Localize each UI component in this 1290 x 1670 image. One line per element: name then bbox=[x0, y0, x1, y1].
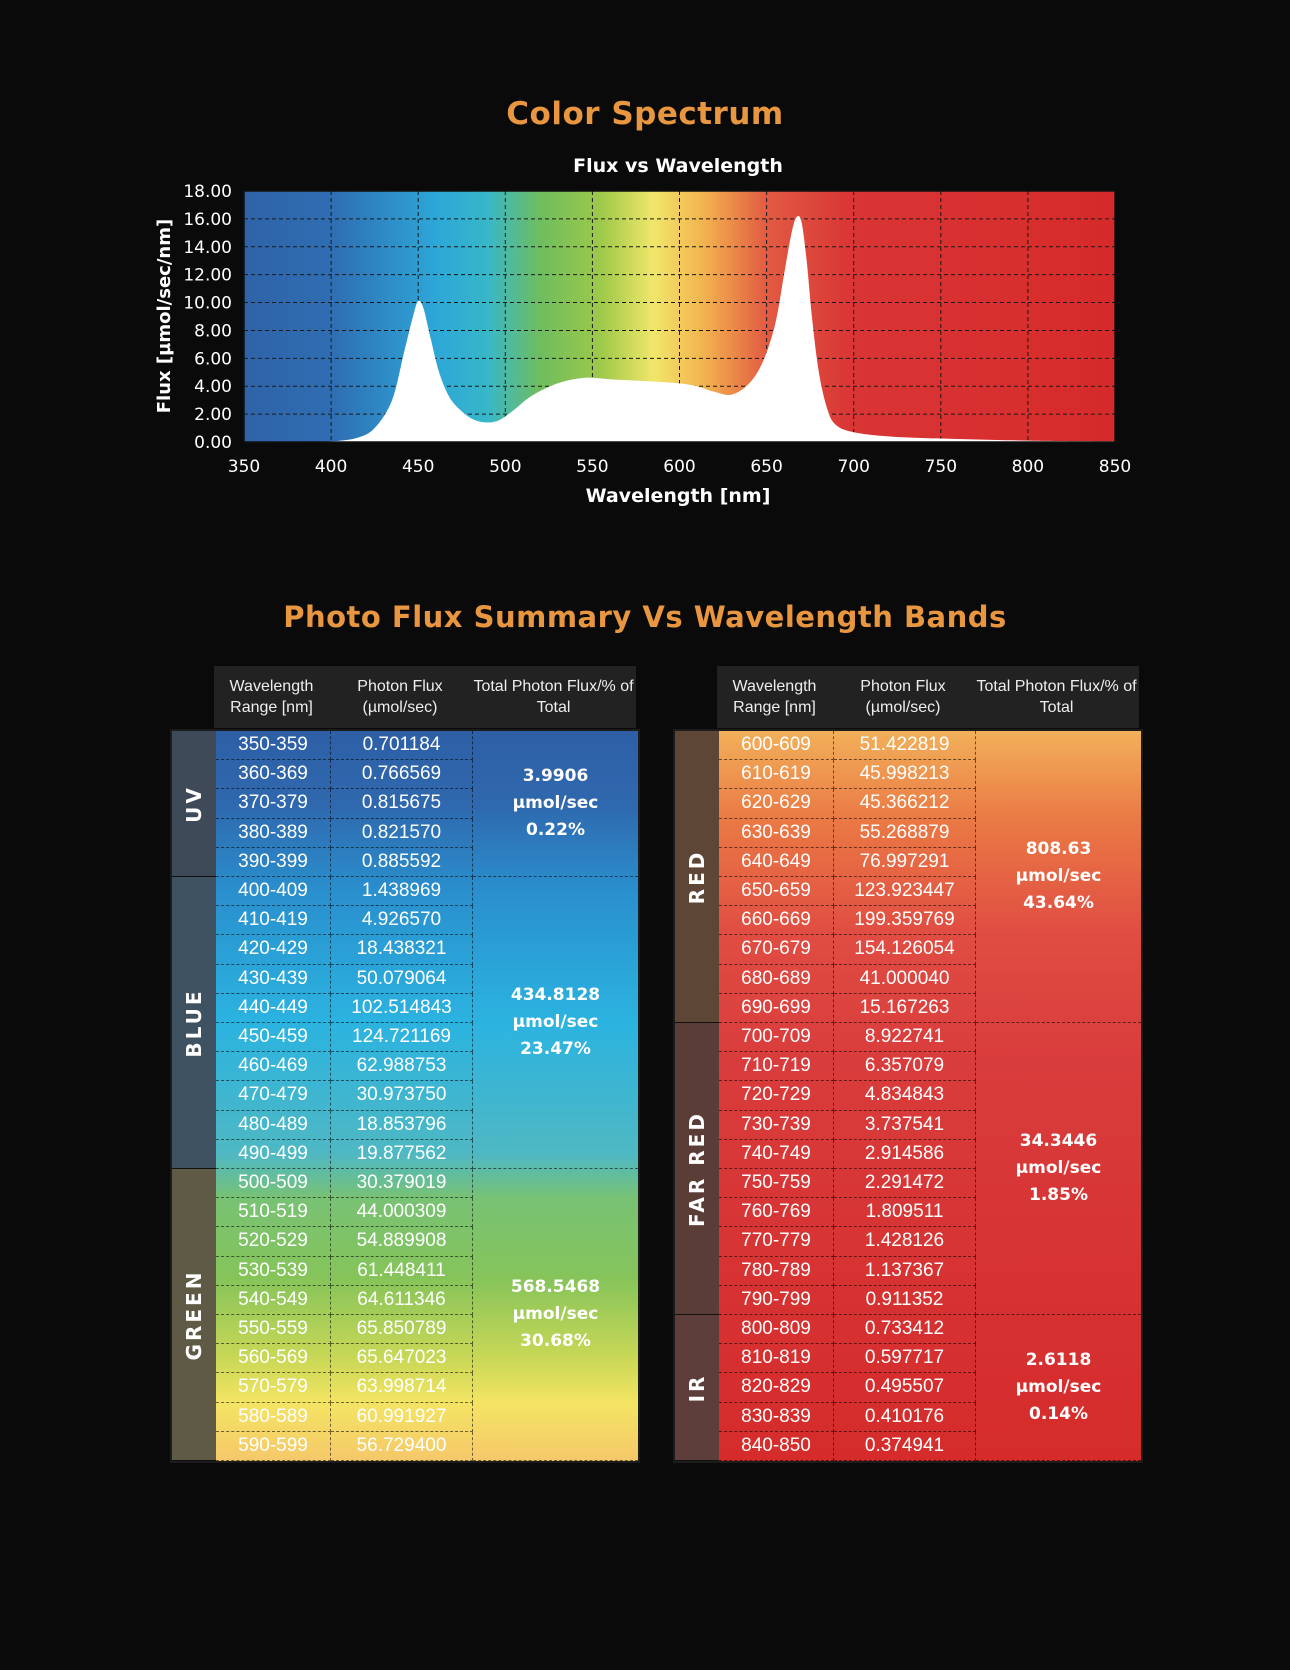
photon-flux-cell: 0.374941 bbox=[834, 1432, 976, 1461]
photon-flux-cell: 124.721169 bbox=[331, 1023, 473, 1052]
table-row bbox=[216, 906, 473, 935]
band-total-percent: 23.47% bbox=[520, 1039, 591, 1059]
wavelength-range-cell: 500-509 bbox=[216, 1169, 331, 1198]
photon-flux-cell: 0.766569 bbox=[331, 760, 473, 789]
photon-flux-cell: 44.000309 bbox=[331, 1198, 473, 1227]
table-row bbox=[719, 1227, 976, 1256]
table-row bbox=[216, 1315, 473, 1344]
wavelength-range-cell: 450-459 bbox=[216, 1023, 331, 1052]
x-tick-label: 800 bbox=[1011, 457, 1045, 477]
photon-flux-cell: 4.926570 bbox=[331, 906, 473, 935]
photon-flux-cell: 41.000040 bbox=[834, 965, 976, 994]
table-row bbox=[719, 1344, 976, 1373]
band-total-value: 2.6118 bbox=[1025, 1350, 1092, 1370]
photon-flux-cell: 19.877562 bbox=[331, 1140, 473, 1169]
table-header bbox=[717, 666, 1139, 728]
band-label-ir bbox=[675, 1315, 719, 1461]
wavelength-range-cell: 460-469 bbox=[216, 1052, 331, 1081]
table-row bbox=[216, 1140, 473, 1169]
wavelength-range-cell: 630-639 bbox=[719, 819, 834, 848]
photon-flux-cell: 56.729400 bbox=[331, 1432, 473, 1461]
table-row bbox=[216, 1023, 473, 1052]
photon-flux-cell: 2.914586 bbox=[834, 1140, 976, 1169]
table-row bbox=[216, 1169, 473, 1198]
table-row bbox=[719, 906, 976, 935]
table-row bbox=[216, 965, 473, 994]
table-row bbox=[216, 1081, 473, 1110]
x-tick-label: 550 bbox=[576, 457, 609, 477]
wavelength-range-cell: 680-689 bbox=[719, 965, 834, 994]
summary-title: Photo Flux Summary Vs Wavelength Bands bbox=[283, 600, 1007, 634]
y-tick-label: 0.00 bbox=[194, 433, 232, 453]
wavelength-range-cell: 600-609 bbox=[719, 731, 834, 760]
band-total bbox=[976, 731, 1141, 1023]
photon-flux-cell: 1.428126 bbox=[834, 1227, 976, 1256]
photon-flux-cell: 51.422819 bbox=[834, 731, 976, 760]
table-row bbox=[216, 1257, 473, 1286]
photon-flux-cell: 65.647023 bbox=[331, 1344, 473, 1373]
table-row bbox=[216, 848, 473, 877]
band-total-percent: 43.64% bbox=[1023, 893, 1094, 913]
photon-flux-cell: 0.701184 bbox=[331, 731, 473, 760]
wavelength-range-cell: 360-369 bbox=[216, 760, 331, 789]
band-label-blue bbox=[172, 877, 216, 1169]
band-total-value: 3.9906 bbox=[522, 766, 589, 786]
wavelength-range-cell: 640-649 bbox=[719, 848, 834, 877]
wavelength-range-cell: 490-499 bbox=[216, 1140, 331, 1169]
table-row bbox=[216, 1052, 473, 1081]
band-total-text bbox=[1016, 1128, 1102, 1209]
table-row bbox=[216, 1344, 473, 1373]
photon-flux-cell: 45.998213 bbox=[834, 760, 976, 789]
table-row bbox=[719, 1373, 976, 1402]
photon-flux-cell: 0.815675 bbox=[331, 789, 473, 818]
band-name: GREEN bbox=[182, 1269, 206, 1360]
band-total-text bbox=[1016, 1347, 1102, 1428]
y-axis-label: Flux [µmol/sec/nm] bbox=[154, 218, 175, 414]
table-row bbox=[719, 1198, 976, 1227]
band-total-value: 34.3446 bbox=[1019, 1131, 1098, 1151]
wavelength-range-cell: 830-839 bbox=[719, 1403, 834, 1432]
y-tick-label: 4.00 bbox=[194, 377, 232, 398]
wavelength-range-cell: 440-449 bbox=[216, 994, 331, 1023]
band-name: UV bbox=[182, 784, 206, 823]
wavelength-range-cell: 410-419 bbox=[216, 906, 331, 935]
header-total-photon-flux: Total Photon Flux/% of Total bbox=[976, 678, 1137, 716]
wavelength-range-cell: 820-829 bbox=[719, 1373, 834, 1402]
wavelength-range-cell: 750-759 bbox=[719, 1169, 834, 1198]
photon-flux-cell: 55.268879 bbox=[834, 819, 976, 848]
wavelength-range-cell: 670-679 bbox=[719, 935, 834, 964]
wavelength-range-cell: 810-819 bbox=[719, 1344, 834, 1373]
y-tick-label: 6.00 bbox=[194, 349, 232, 370]
band-total-percent: 0.22% bbox=[526, 820, 585, 840]
photon-flux-cell: 154.126054 bbox=[834, 935, 976, 964]
table-row bbox=[719, 1111, 976, 1140]
x-tick-label: 750 bbox=[924, 457, 958, 477]
table-row bbox=[216, 1198, 473, 1227]
wavelength-range-cell: 390-399 bbox=[216, 848, 331, 877]
spectrum-chart-svg bbox=[0, 0, 1290, 520]
wavelength-range-cell: 790-799 bbox=[719, 1286, 834, 1315]
table-row bbox=[719, 1403, 976, 1432]
wavelength-range-cell: 650-659 bbox=[719, 877, 834, 906]
photon-flux-cell: 4.834843 bbox=[834, 1081, 976, 1110]
photon-flux-cell: 30.973750 bbox=[331, 1081, 473, 1110]
photon-flux-cell: 63.998714 bbox=[331, 1373, 473, 1402]
photon-flux-cell: 123.923447 bbox=[834, 877, 976, 906]
band-name: FAR RED bbox=[685, 1110, 709, 1227]
table-row bbox=[719, 1140, 976, 1169]
x-tick-label: 500 bbox=[489, 457, 522, 477]
photon-flux-cell: 18.438321 bbox=[331, 935, 473, 964]
wavelength-range-cell: 590-599 bbox=[216, 1432, 331, 1461]
band-total-unit: µmol/sec bbox=[512, 1012, 599, 1032]
band-total-text bbox=[513, 763, 599, 844]
table-row bbox=[719, 877, 976, 906]
wavelength-range-cell: 400-409 bbox=[216, 877, 331, 906]
table-row bbox=[216, 877, 473, 906]
x-tick-label: 400 bbox=[314, 457, 348, 477]
wavelength-range-cell: 690-699 bbox=[719, 994, 834, 1023]
wavelength-range-cell: 610-619 bbox=[719, 760, 834, 789]
photon-flux-cell: 62.988753 bbox=[331, 1052, 473, 1081]
table-row bbox=[216, 994, 473, 1023]
wavelength-range-cell: 770-779 bbox=[719, 1227, 834, 1256]
table-row bbox=[719, 819, 976, 848]
band-total-percent: 1.85% bbox=[1029, 1185, 1088, 1205]
band-total-value: 434.8128 bbox=[510, 985, 601, 1005]
band-total-unit: µmol/sec bbox=[1015, 1158, 1102, 1178]
photon-flux-cell: 0.733412 bbox=[834, 1315, 976, 1344]
table-row bbox=[216, 1432, 473, 1461]
photon-flux-cell: 199.359769 bbox=[834, 906, 976, 935]
band-name: IR bbox=[685, 1373, 709, 1402]
table-row bbox=[719, 1052, 976, 1081]
band-total-percent: 30.68% bbox=[520, 1331, 591, 1351]
photon-flux-cell: 6.357079 bbox=[834, 1052, 976, 1081]
header-wavelength-range: Wavelength Range [nm] bbox=[732, 678, 817, 716]
table-row bbox=[719, 1315, 976, 1344]
band-total-unit: µmol/sec bbox=[512, 793, 599, 813]
x-tick-label: 350 bbox=[227, 457, 261, 477]
wavelength-range-cell: 540-549 bbox=[216, 1286, 331, 1315]
photon-flux-cell: 0.821570 bbox=[331, 819, 473, 848]
wavelength-range-cell: 800-809 bbox=[719, 1315, 834, 1344]
photon-flux-cell: 60.991927 bbox=[331, 1403, 473, 1432]
band-total bbox=[473, 731, 638, 877]
table-header bbox=[214, 666, 636, 728]
wavelength-range-cell: 620-629 bbox=[719, 789, 834, 818]
photon-flux-cell: 1.809511 bbox=[834, 1198, 976, 1227]
photon-flux-cell: 30.379019 bbox=[331, 1169, 473, 1198]
spectrum-chart bbox=[0, 0, 1290, 520]
band-name: RED bbox=[685, 849, 709, 904]
photon-flux-cell: 1.137367 bbox=[834, 1257, 976, 1286]
wavelength-range-cell: 430-439 bbox=[216, 965, 331, 994]
photon-flux-cell: 1.438969 bbox=[331, 877, 473, 906]
photon-flux-cell: 76.997291 bbox=[834, 848, 976, 877]
wavelength-range-cell: 720-729 bbox=[719, 1081, 834, 1110]
wavelength-range-cell: 520-529 bbox=[216, 1227, 331, 1256]
wavelength-range-cell: 710-719 bbox=[719, 1052, 834, 1081]
table-row bbox=[719, 1169, 976, 1198]
table-row bbox=[216, 1111, 473, 1140]
band-total-text bbox=[511, 1274, 600, 1355]
photon-flux-cell: 54.889908 bbox=[331, 1227, 473, 1256]
band-name: BLUE bbox=[182, 987, 206, 1058]
y-tick-label: 2.00 bbox=[194, 405, 232, 426]
band-total-unit: µmol/sec bbox=[1015, 1377, 1102, 1397]
wavelength-range-cell: 760-769 bbox=[719, 1198, 834, 1227]
wavelength-range-cell: 530-539 bbox=[216, 1257, 331, 1286]
band-total-unit: µmol/sec bbox=[1015, 866, 1102, 886]
table-row bbox=[719, 965, 976, 994]
band-total bbox=[473, 877, 638, 1169]
table-row bbox=[719, 760, 976, 789]
table-row bbox=[216, 760, 473, 789]
table-row bbox=[719, 1257, 976, 1286]
band-total bbox=[976, 1315, 1141, 1461]
wavelength-range-cell: 380-389 bbox=[216, 819, 331, 848]
wavelength-range-cell: 570-579 bbox=[216, 1373, 331, 1402]
y-tick-label: 16.00 bbox=[183, 209, 232, 230]
table-row bbox=[216, 1227, 473, 1256]
wavelength-range-cell: 470-479 bbox=[216, 1081, 331, 1110]
photon-flux-cell: 50.079064 bbox=[331, 965, 473, 994]
table-row bbox=[216, 731, 473, 760]
table-row bbox=[216, 819, 473, 848]
table-body bbox=[673, 729, 1143, 1463]
table-row bbox=[216, 789, 473, 818]
photon-flux-cell: 61.448411 bbox=[331, 1257, 473, 1286]
wavelength-range-cell: 480-489 bbox=[216, 1111, 331, 1140]
photon-flux-cell: 45.366212 bbox=[834, 789, 976, 818]
x-tick-label: 450 bbox=[401, 457, 435, 477]
band-label-green bbox=[172, 1169, 216, 1461]
photon-flux-cell: 64.611346 bbox=[331, 1286, 473, 1315]
photon-flux-cell: 0.885592 bbox=[331, 848, 473, 877]
band-label-red bbox=[675, 731, 719, 1023]
wavelength-range-cell: 700-709 bbox=[719, 1023, 834, 1052]
band-label-uv bbox=[172, 731, 216, 877]
y-tick-label: 18.00 bbox=[183, 182, 232, 202]
band-total bbox=[473, 1169, 638, 1461]
photon-flux-cell: 18.853796 bbox=[331, 1111, 473, 1140]
table-row bbox=[719, 848, 976, 877]
band-total-value: 808.63 bbox=[1025, 839, 1092, 859]
wavelength-range-cell: 370-379 bbox=[216, 789, 331, 818]
table-row bbox=[719, 1432, 976, 1461]
band-total-text bbox=[511, 982, 600, 1063]
y-tick-label: 12.00 bbox=[183, 265, 232, 286]
wavelength-range-cell: 560-569 bbox=[216, 1344, 331, 1373]
x-tick-label: 600 bbox=[663, 457, 696, 477]
wavelength-range-cell: 780-789 bbox=[719, 1257, 834, 1286]
wavelength-range-cell: 740-749 bbox=[719, 1140, 834, 1169]
x-tick-label: 700 bbox=[837, 457, 870, 477]
wavelength-range-cell: 660-669 bbox=[719, 906, 834, 935]
x-tick-label: 850 bbox=[1098, 457, 1132, 477]
page-title: Color Spectrum bbox=[506, 96, 784, 132]
wavelength-range-cell: 730-739 bbox=[719, 1111, 834, 1140]
photon-flux-cell: 3.737541 bbox=[834, 1111, 976, 1140]
header-wavelength-range: Wavelength Range [nm] bbox=[229, 678, 314, 716]
table-row bbox=[719, 1286, 976, 1315]
photon-flux-cell: 15.167263 bbox=[834, 994, 976, 1023]
photon-flux-cell: 0.495507 bbox=[834, 1373, 976, 1402]
photon-flux-cell: 0.597717 bbox=[834, 1344, 976, 1373]
table-row bbox=[719, 994, 976, 1023]
table-row bbox=[216, 935, 473, 964]
table-row bbox=[719, 1023, 976, 1052]
band-total-percent: 0.14% bbox=[1029, 1404, 1088, 1424]
x-axis-label: Wavelength [nm] bbox=[585, 485, 771, 507]
photon-flux-cell: 102.514843 bbox=[331, 994, 473, 1023]
wavelength-range-cell: 550-559 bbox=[216, 1315, 331, 1344]
table-row bbox=[216, 1286, 473, 1315]
table-row bbox=[719, 731, 976, 760]
y-tick-label: 14.00 bbox=[183, 237, 232, 258]
wavelength-range-cell: 840-850 bbox=[719, 1432, 834, 1461]
y-tick-label: 10.00 bbox=[183, 293, 232, 314]
x-tick-label: 650 bbox=[750, 457, 783, 477]
wavelength-range-cell: 580-589 bbox=[216, 1403, 331, 1432]
header-photon-flux: Photon Flux (µmol/sec) bbox=[860, 678, 946, 716]
header-total-photon-flux: Total Photon Flux/% of Total bbox=[473, 678, 634, 716]
header-photon-flux: Photon Flux (µmol/sec) bbox=[357, 678, 443, 716]
band-total-value: 568.5468 bbox=[510, 1277, 601, 1297]
wavelength-range-cell: 420-429 bbox=[216, 935, 331, 964]
table-row bbox=[719, 935, 976, 964]
wavelength-range-cell: 350-359 bbox=[216, 731, 331, 760]
wavelength-range-cell: 510-519 bbox=[216, 1198, 331, 1227]
chart-title: Flux vs Wavelength bbox=[573, 155, 783, 177]
photon-flux-cell: 65.850789 bbox=[331, 1315, 473, 1344]
photon-flux-cell: 0.911352 bbox=[834, 1286, 976, 1315]
band-total-unit: µmol/sec bbox=[512, 1304, 599, 1324]
table-row bbox=[719, 789, 976, 818]
photon-flux-cell: 2.291472 bbox=[834, 1169, 976, 1198]
photon-flux-cell: 0.410176 bbox=[834, 1403, 976, 1432]
band-total bbox=[976, 1023, 1141, 1315]
table-row bbox=[216, 1403, 473, 1432]
y-tick-label: 8.00 bbox=[194, 321, 232, 342]
table-row bbox=[216, 1373, 473, 1402]
table-body bbox=[170, 729, 640, 1463]
band-label-far-red bbox=[675, 1023, 719, 1315]
band-total-text bbox=[1016, 836, 1102, 917]
photon-flux-cell: 8.922741 bbox=[834, 1023, 976, 1052]
table-row bbox=[719, 1081, 976, 1110]
